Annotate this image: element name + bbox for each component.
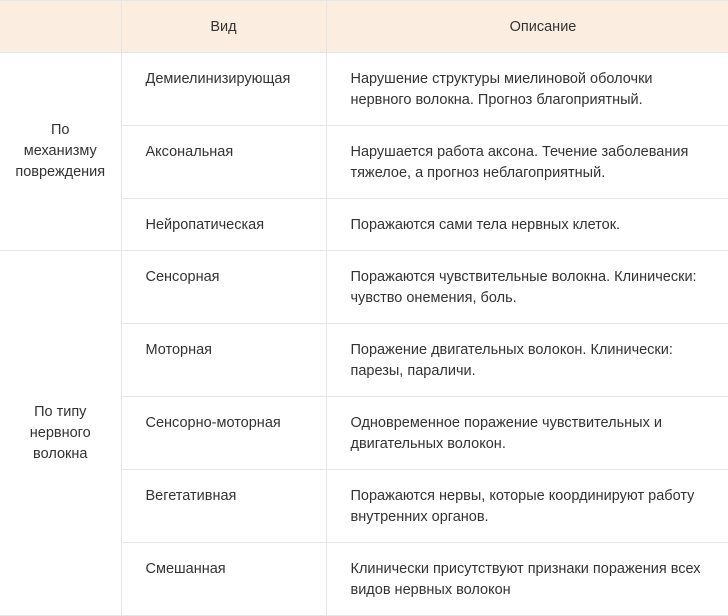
description-line: Поражаются нервы, которые координируют работу [350,488,695,504]
kind-cell: Моторная [121,324,326,397]
description-line: Одновременное поражение чувствительных и [350,415,662,431]
description-cell [326,53,728,126]
description-line: Поражаются чувствительные волокна. Клинически: [350,269,697,285]
description-line: Нарушение структуры миелиновой оболочки [350,71,653,87]
description-line: Поражаются сами тела нервных клеток. [350,217,621,233]
header-group [0,1,121,53]
description-line: тяжелое, а прогноз неблагоприятный. [350,165,606,181]
description-line: парезы, параличи. [350,363,476,379]
header-kind: Вид [121,1,326,53]
description-cell [326,199,728,251]
header-description: Описание [326,1,728,53]
table-row [0,53,728,126]
description-cell [326,470,728,543]
group-label-line: волокна [33,445,88,462]
description-line: Нарушается работа аксона. Течение заболевания [350,144,689,160]
kind-cell: Сенсорно-моторная [121,397,326,470]
kind-cell: Аксональная [121,126,326,199]
kind-cell: Нейропатическая [121,199,326,251]
description-line: внутренних органов. [350,509,489,525]
description-line: нервного волокна. Прогноз благоприятный. [350,92,643,108]
description-cell [326,251,728,324]
kind-cell: Сенсорная [121,251,326,324]
description-cell [326,543,728,616]
description-line: двигательных волокон. [350,436,506,452]
group-label-fiber-type [0,251,121,616]
kind-cell: Вегетативная [121,470,326,543]
group-label-line: нервного [29,424,91,441]
description-line: чувство онемения, боль. [350,290,517,306]
kind-cell: Смешанная [121,543,326,616]
group-label-line: По типу [34,403,87,420]
header-row [0,1,728,53]
description-line: Клинически присутствуют признаки поражения всех [350,561,701,577]
group-label-line: повреждения [15,164,106,180]
description-cell [326,126,728,199]
description-line: видов нервных волокон [350,582,511,598]
description-cell [326,397,728,470]
group-label-mechanism [0,53,121,251]
group-label-line: По [51,122,70,138]
description-line: Поражение двигательных волокон. Клинически: [350,342,673,358]
group-label-line: механизму [23,143,97,159]
table-row [0,251,728,324]
description-cell [326,324,728,397]
kind-cell: Демиелинизирующая [121,53,326,126]
